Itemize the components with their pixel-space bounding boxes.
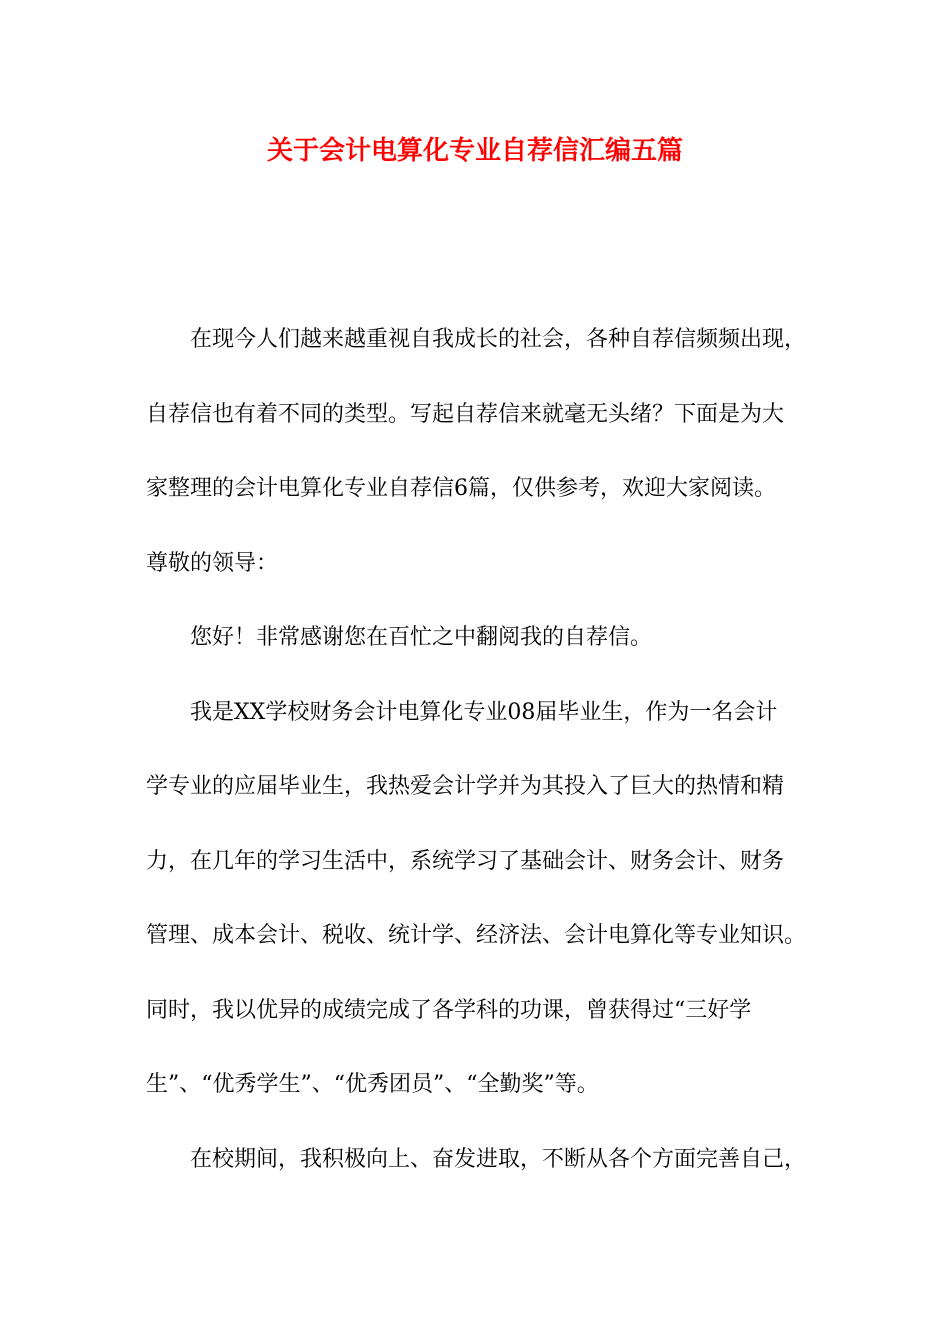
document-title: 关于会计电算化专业自荐信汇编五篇 [266, 136, 683, 166]
paragraph-line: 家整理的会计电算化专业自荐信6篇，仅供参考，欢迎大家阅读。 [146, 476, 776, 501]
paragraph-line: 力，在几年的学习生活中，系统学习了基础会计、财务会计、财务 [146, 848, 785, 874]
paragraph-line: 在校期间，我积极向上、奋发进取，不断从各个方面完善自己， [190, 1146, 807, 1172]
paragraph-line: 学专业的应届毕业生，我热爱会计学并为其投入了巨大的热情和精 [146, 774, 785, 799]
paragraph-line: 在现今人们越来越重视自我成长的社会，各种自荐信频频出现， [190, 327, 807, 352]
paragraph-line: 同时，我以优异的成绩完成了各学科的功课，曾获得过“三好学 [146, 997, 752, 1023]
document-body [146, 303, 836, 1197]
paragraph-line: 管理、成本会计、税收、统计学、经济法、会计电算化等专业知识。 [146, 923, 807, 948]
paragraph-line: 我是XX学校财务会计电算化专业08届毕业生，作为一名会计 [190, 699, 778, 725]
paragraph-line: 您好！非常感谢您在百忙之中翻阅我的自荐信。 [190, 625, 653, 650]
salutation-line: 尊敬的领导： [146, 550, 279, 576]
paragraph-line: 生”、“优秀学生”、“优秀团员”、“全勤奖”等。 [146, 1072, 599, 1097]
paragraph-line: 自荐信也有着不同的类型。写起自荐信来就毫无头绪？下面是为大 [146, 401, 785, 427]
